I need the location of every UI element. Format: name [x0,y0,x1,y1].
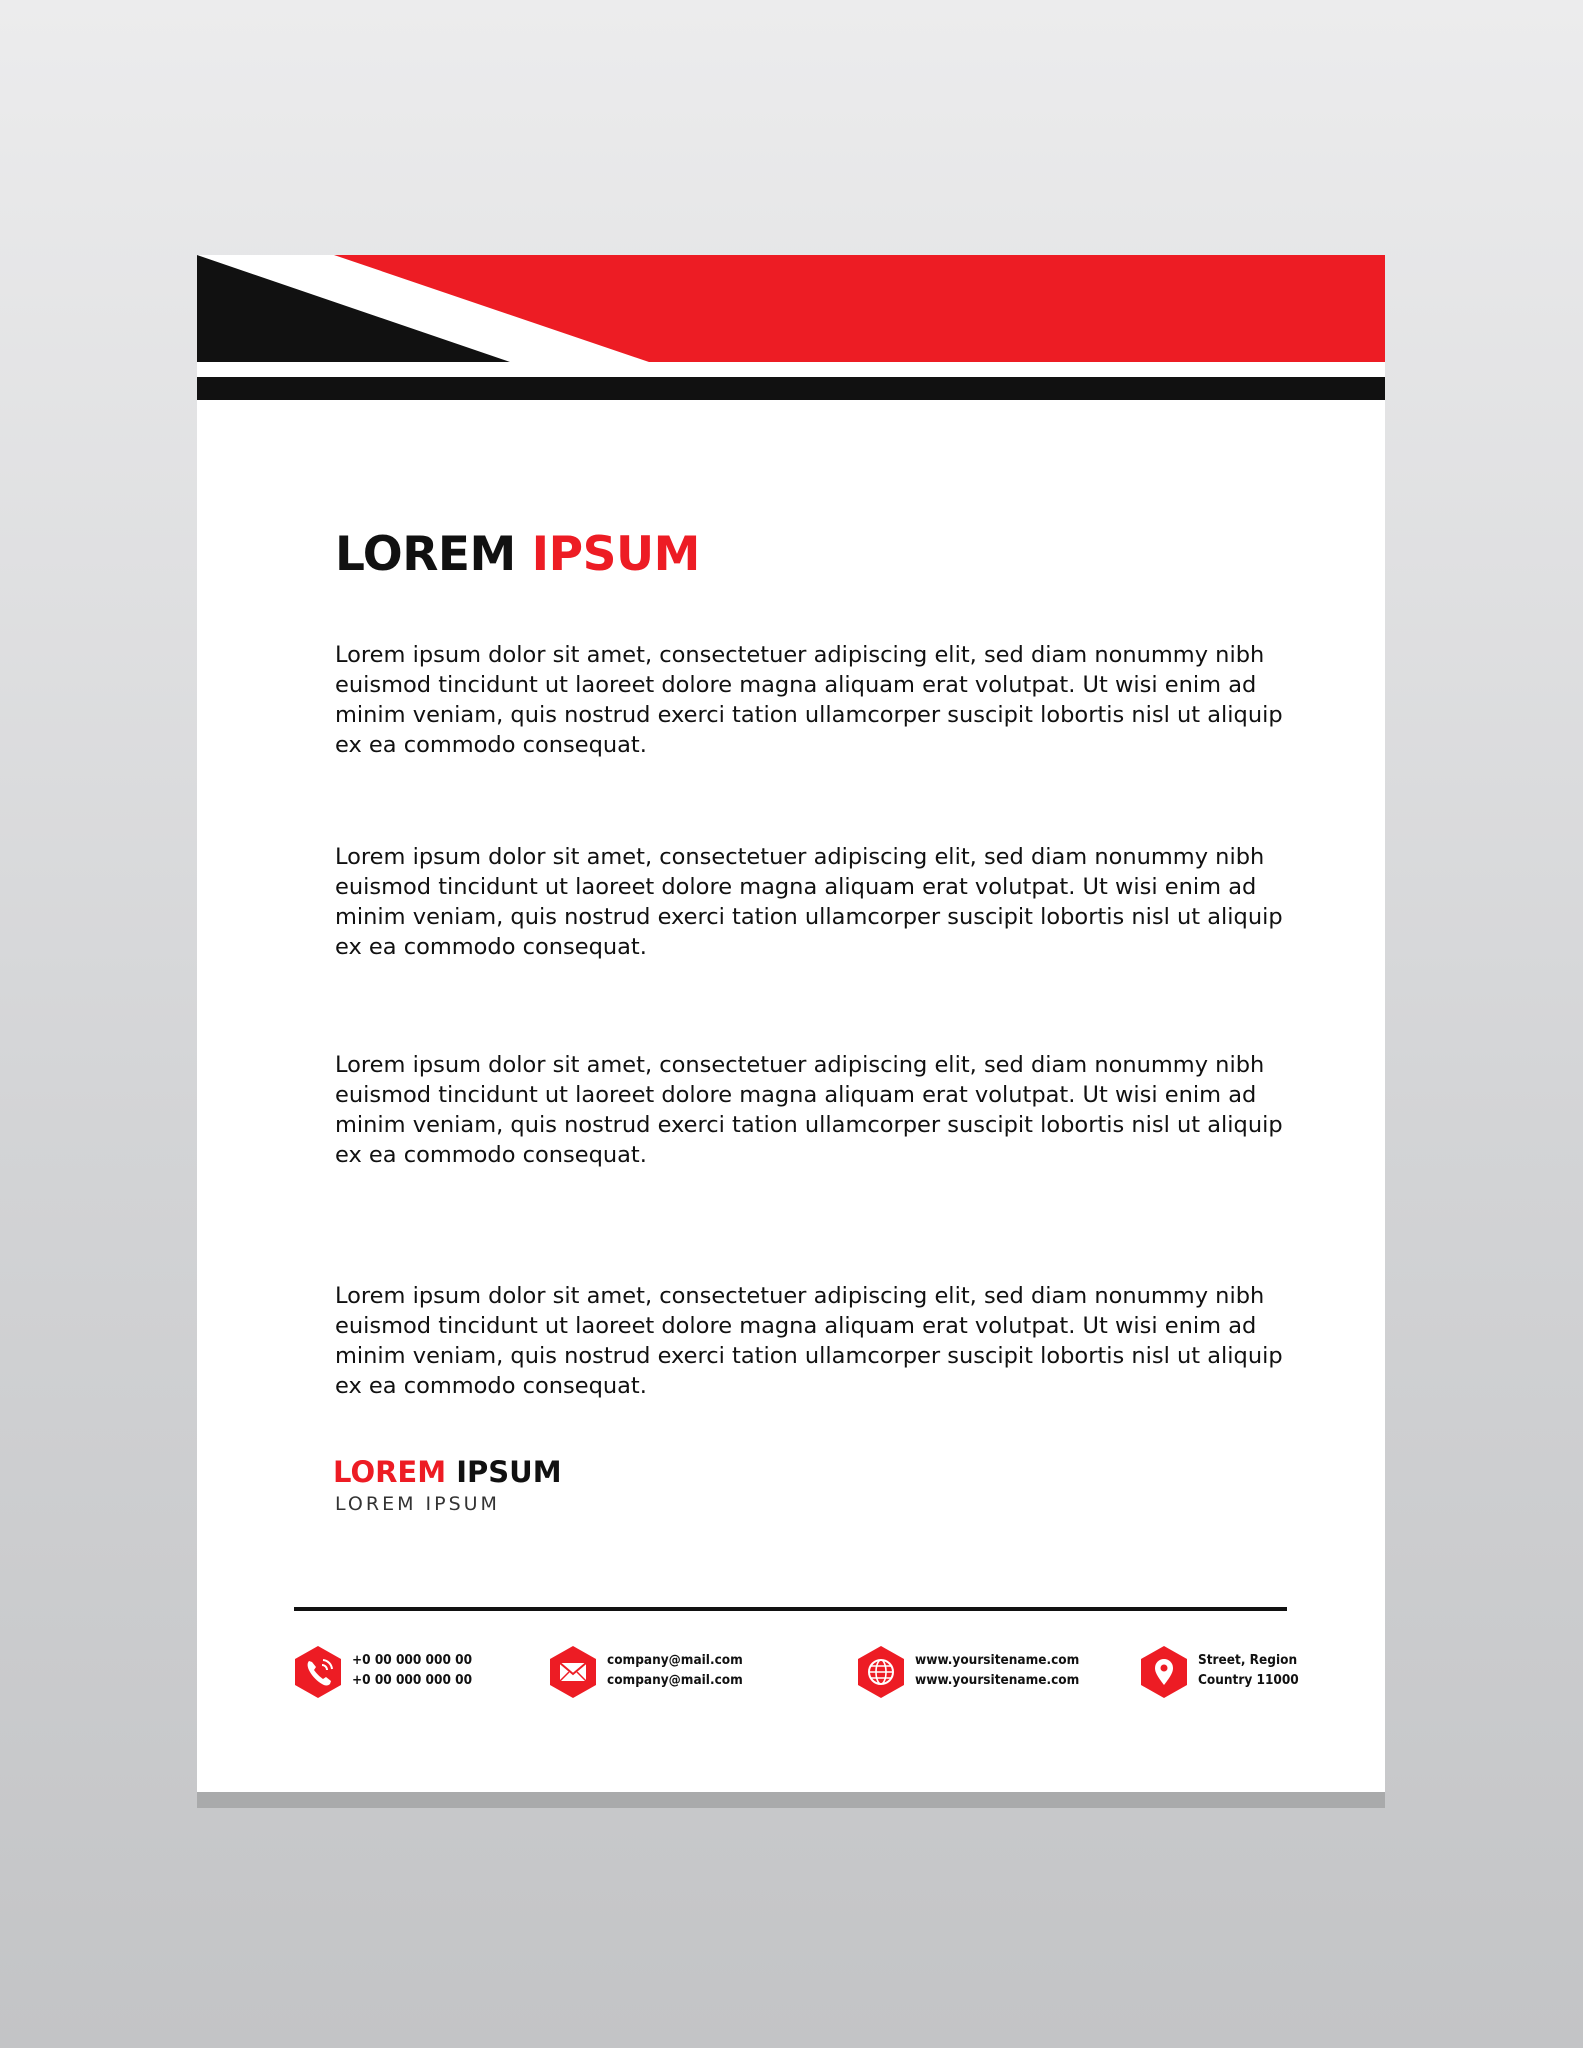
page-title [335,527,700,582]
body-paragraph-3: Lorem ipsum dolor sit amet, consectetuer adipiscing elit, sed diam nonummy nibh euismod tincidunt ut laoreet dolore magna aliquam erat volutpat. Ut wisi enim ad minim veniam, quis nostrud exerci tation ullamcorper suscipit lobortis nisl ut aliquip ex ea commodo consequat. [335,1052,1283,1168]
body-paragraph-4: Lorem ipsum dolor sit amet, consectetuer adipiscing elit, sed diam nonummy nibh euismod tincidunt ut laoreet dolore magna aliquam erat volutpat. Ut wisi enim ad minim veniam, quis nostrud exerci tation ullamcorper suscipit lobortis nisl ut aliquip ex ea commodo consequat. [335,1283,1283,1399]
globe-icon [857,1645,905,1699]
address-line-1: Street, Region [1198,1652,1298,1668]
email-address-2[interactable]: company@mail.com [607,1672,743,1688]
website-url-2[interactable]: www.yoursitename.com [915,1672,1080,1688]
footer-divider [294,1607,1287,1611]
signature-name-word-2: IPSUM [456,1455,562,1489]
header-graphic [197,255,1385,401]
signature-subtitle: LOREM IPSUM [335,1493,500,1515]
mail-icon [549,1645,597,1699]
location-pin-icon [1140,1645,1188,1699]
website-url-1[interactable]: www.yoursitename.com [915,1652,1080,1668]
title-word-1: LOREM [335,527,516,582]
contact-email-text [607,1650,743,1690]
title-word-2: IPSUM [531,527,700,582]
signature-name-word-1: LOREM [333,1455,447,1489]
phone-icon [294,1645,342,1699]
body-paragraph-1: Lorem ipsum dolor sit amet, consectetuer adipiscing elit, sed diam nonummy nibh euismod tincidunt ut laoreet dolore magna aliquam erat volutpat. Ut wisi enim ad minim veniam, quis nostrud exerci tation ullamcorper suscipit lobortis nisl ut aliquip ex ea commodo consequat. [335,642,1283,758]
address-line-2: Country 11000 [1198,1672,1299,1688]
letterhead-page [197,255,1385,1792]
contact-address-text [1198,1650,1299,1690]
email-address-1[interactable]: company@mail.com [607,1652,743,1668]
contact-website-text [915,1650,1079,1690]
header-black-rule [197,377,1385,400]
phone-number-1: +0 00 000 000 00 [352,1652,473,1668]
body-paragraph-2: Lorem ipsum dolor sit amet, consectetuer adipiscing elit, sed diam nonummy nibh euismod tincidunt ut laoreet dolore magna aliquam erat volutpat. Ut wisi enim ad minim veniam, quis nostrud exerci tation ullamcorper suscipit lobortis nisl ut aliquip ex ea commodo consequat. [335,844,1283,960]
contact-phone-text [352,1650,472,1690]
signature-name [333,1455,562,1489]
phone-number-2: +0 00 000 000 00 [352,1672,473,1688]
